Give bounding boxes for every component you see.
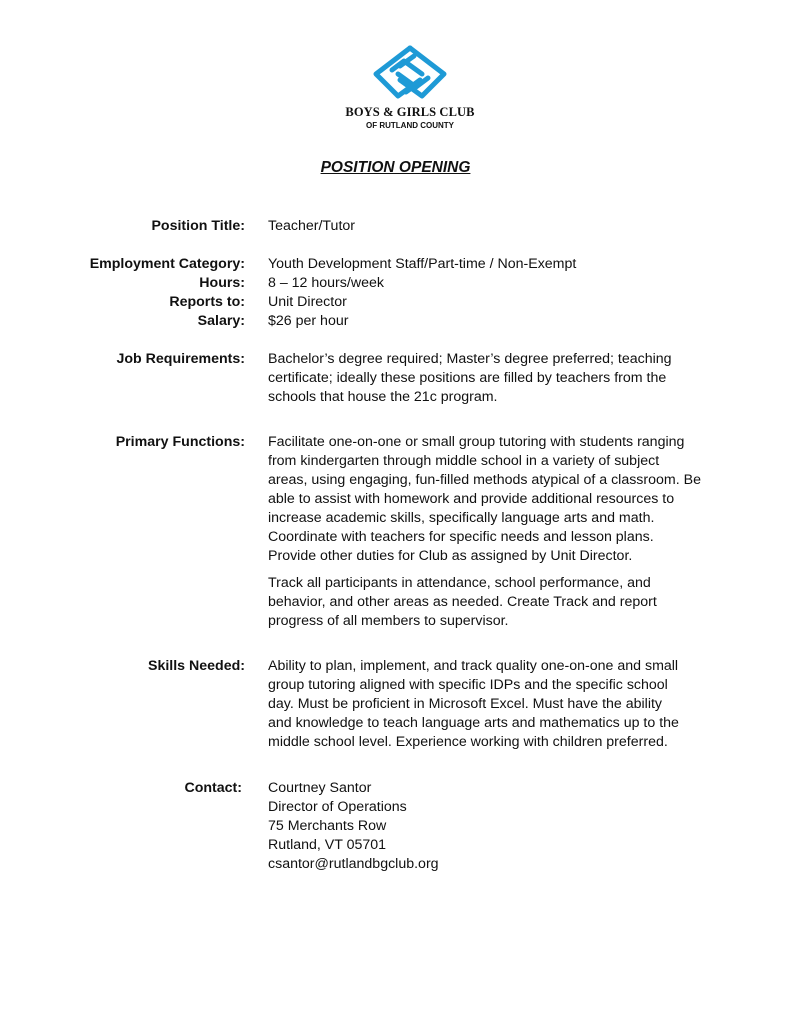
text-line: areas, using engaging, fun-filled methods atypical of a classroom. Be	[268, 472, 701, 488]
text-line: behavior, and other areas as needed. Create Track and report	[268, 594, 657, 610]
employment-category-label: Employment Category:	[89, 256, 245, 272]
boys-and-girls-club-logo-icon	[370, 44, 450, 102]
club-subname: OF RUTLAND COUNTY	[366, 121, 454, 130]
primary-functions-label: Primary Functions:	[115, 434, 245, 450]
text-line: Bachelor’s degree required; Master’s degree preferred; teaching	[268, 351, 672, 367]
text-line: Ability to plan, implement, and track quality one-on-one and small	[268, 658, 679, 674]
text-line: middle school level. Experience working with children preferred.	[268, 734, 668, 750]
employment-category-value: Youth Development Staff/Part-time / Non-Exempt	[268, 256, 577, 272]
text-line: certificate; ideally these positions are filled by teachers from the	[268, 370, 667, 386]
text-line: Track all participants in attendance, school performance, and	[268, 575, 651, 591]
primary-functions-paragraph-1	[268, 433, 708, 566]
job-requirements-text	[268, 350, 708, 407]
job-requirements-label: Job Requirements:	[116, 351, 245, 367]
hours-value: 8 – 12 hours/week	[268, 275, 384, 291]
club-logo	[340, 44, 480, 130]
page-title: POSITION OPENING	[320, 159, 471, 176]
reports-to-label: Reports to:	[169, 294, 245, 310]
contact-street: 75 Merchants Row	[268, 818, 387, 834]
contact-city: Rutland, VT 05701	[268, 837, 387, 853]
skills-needed-label: Skills Needed:	[148, 658, 245, 674]
contact-title: Director of Operations	[268, 799, 407, 815]
text-line: day. Must be proficient in Microsoft Excel. Must have the ability	[268, 696, 663, 712]
text-line: from kindergarten through middle school in a variety of subject	[268, 453, 660, 469]
reports-to-value: Unit Director	[268, 294, 347, 310]
skills-needed-text	[268, 657, 708, 752]
contact-email: csantor@rutlandbgclub.org	[268, 856, 439, 872]
contact-label: Contact:	[184, 780, 242, 796]
text-line: Facilitate one-on-one or small group tutoring with students ranging	[268, 434, 685, 450]
text-line: able to assist with homework and provide additional resources to	[268, 491, 675, 507]
hours-label: Hours:	[199, 275, 245, 291]
salary-label: Salary:	[197, 313, 245, 329]
text-line: group tutoring aligned with specific IDPs and the specific school	[268, 677, 668, 693]
contact-details	[268, 779, 708, 874]
club-name: BOYS & GIRLS CLUB	[345, 105, 475, 119]
text-line: and knowledge to teach language arts and mathematics up to the	[268, 715, 679, 731]
text-line: progress of all members to supervisor.	[268, 613, 509, 629]
primary-functions-paragraph-2	[268, 574, 708, 631]
text-line: increase academic skills, specifically language arts and math.	[268, 510, 655, 526]
position-title-label: Position Title:	[151, 218, 245, 234]
salary-value: $26 per hour	[268, 313, 349, 329]
text-line: Provide other duties for Club as assigned by Unit Director.	[268, 548, 633, 564]
contact-name: Courtney Santor	[268, 780, 372, 796]
text-line: Coordinate with teachers for specific needs and lesson plans.	[268, 529, 654, 545]
position-title-value: Teacher/Tutor	[268, 218, 356, 234]
text-line: schools that house the 21c program.	[268, 389, 498, 405]
